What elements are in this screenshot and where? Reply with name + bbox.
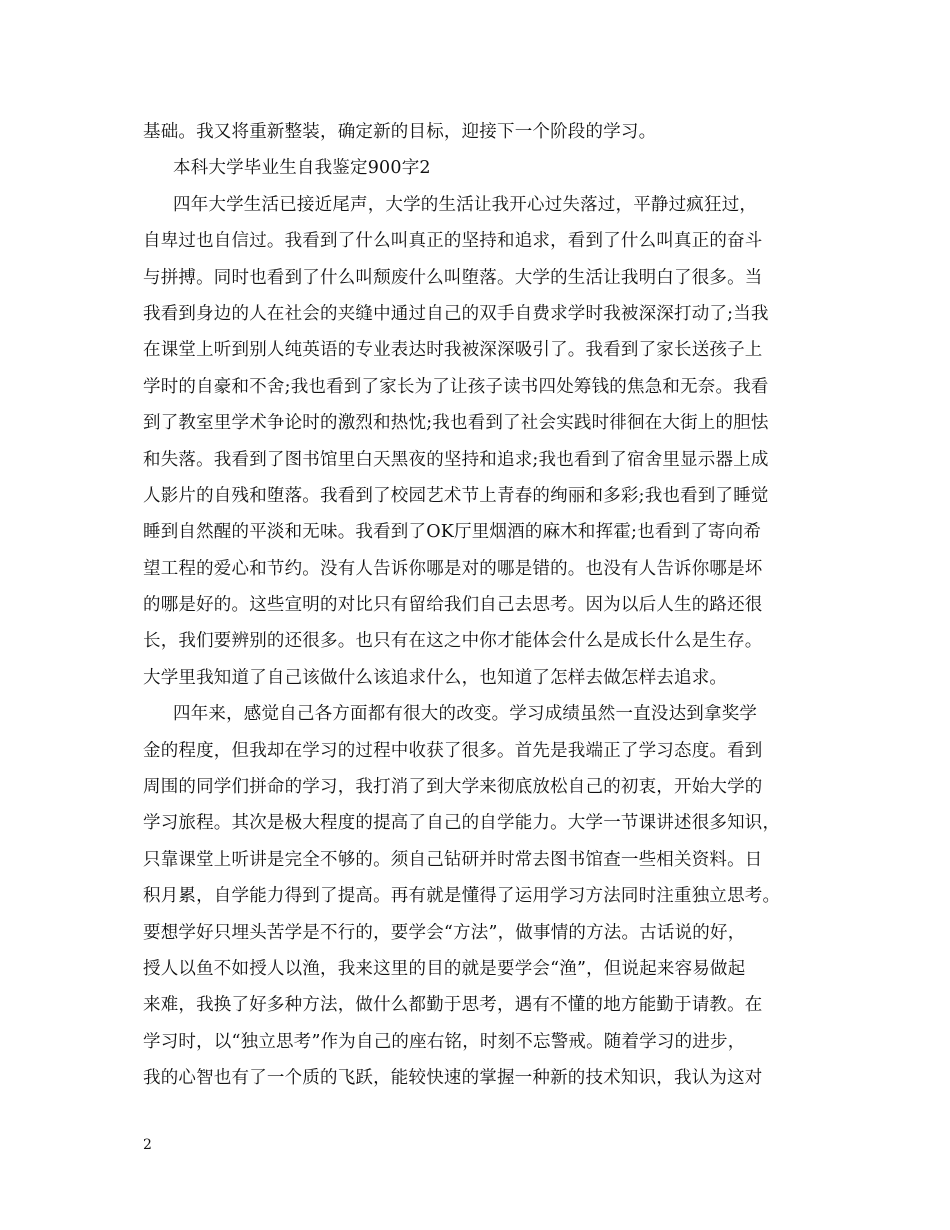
text-line: 积月累，自学能力得到了提高。再有就是懂得了运用学习方法同时注重独立思考。 xyxy=(143,886,781,907)
text-line: 学习时，以“独立思考”作为自己的座右铭，时刻不忘警戒。随着学习的进步， xyxy=(143,1031,746,1052)
text-line: 望工程的爱心和节约。没有人告诉你哪是对的哪是错的。也没有人告诉你哪是坏 xyxy=(143,558,763,579)
text-line: 的哪是好的。这些宣明的对比只有留给我们自己去思考。因为以后人生的路还很 xyxy=(143,595,763,616)
text-line: 要想学好只埋头苦学是不行的，要学会“方法”，做事情的方法。古话说的好， xyxy=(143,922,746,943)
text-line: 大学里我知道了自己该做什么该追求什么，也知道了怎样去做怎样去追求。 xyxy=(143,667,728,688)
text-line: 长，我们要辨别的还很多。也只有在这之中你才能体会什么是成长什么是生存。 xyxy=(143,631,763,652)
text-line: 来难，我换了好多种方法，做什么都勤于思考，遇有不懂的地方能勤于请教。在 xyxy=(143,995,763,1016)
text-line: 金的程度，但我却在学习的过程中收获了很多。首先是我端正了学习态度。看到 xyxy=(143,740,763,761)
body-text xyxy=(143,114,833,1097)
text-line: 人影片的自残和堕落。我看到了校园艺术节上青春的绚丽和多彩;我也看到了睡觉 xyxy=(143,485,769,506)
text-line: 学习旅程。其次是极大程度的提高了自己的自学能力。大学一节课讲述很多知识， xyxy=(143,813,781,834)
text-line: 自卑过也自信过。我看到了什么叫真正的坚持和追求，看到了什么叫真正的奋斗 xyxy=(143,231,763,252)
text-line: 学时的自豪和不舍;我也看到了家长为了让孩子读书四处筹钱的焦急和无奈。我看 xyxy=(143,376,769,397)
section-heading: 本科大学毕业生自我鉴定900字2 xyxy=(173,158,431,179)
text-line: 四年来，感觉自己各方面都有很大的改变。学习成绩虽然一直没达到拿奖学 xyxy=(173,704,758,725)
text-line: 和失落。我看到了图书馆里白天黑夜的坚持和追求;我也看到了宿舍里显示器上成 xyxy=(143,449,769,470)
text-line: 睡到自然醒的平淡和无味。我看到了OK厅里烟酒的麻木和挥霍;也看到了寄向希 xyxy=(143,522,762,543)
text-line: 到了教室里学术争论时的激烈和热忱;我也看到了社会实践时徘徊在大街上的胆怯 xyxy=(143,413,769,434)
text-line: 周围的同学们拼命的学习，我打消了到大学来彻底放松自己的初衷，开始大学的 xyxy=(143,777,763,798)
text-line: 四年大学生活已接近尾声，大学的生活让我开心过失落过，平静过疯狂过， xyxy=(173,194,758,215)
text-line: 我看到身边的人在社会的夹缝中通过自己的双手自费求学时我被深深打动了;当我 xyxy=(143,303,769,324)
text-line: 基础。我又将重新整装，确定新的目标，迎接下一个阶段的学习。 xyxy=(143,122,657,142)
text-line: 授人以鱼不如授人以渔，我来这里的目的就是要学会“渔”，但说起来容易做起 xyxy=(143,958,746,979)
text-line: 我的心智也有了一个质的飞跃，能较快速的掌握一种新的技术知识，我认为这对 xyxy=(143,1068,763,1089)
page-number: 2 xyxy=(143,1137,152,1153)
text-line: 在课堂上听到别人纯英语的专业表达时我被深深吸引了。我看到了家长送孩子上 xyxy=(143,340,763,361)
text-line: 与拼搏。同时也看到了什么叫颓废什么叫堕落。大学的生活让我明白了很多。当 xyxy=(143,267,763,288)
text-line: 只靠课堂上听讲是完全不够的。须自己钻研并时常去图书馆查一些相关资料。日 xyxy=(143,849,763,870)
